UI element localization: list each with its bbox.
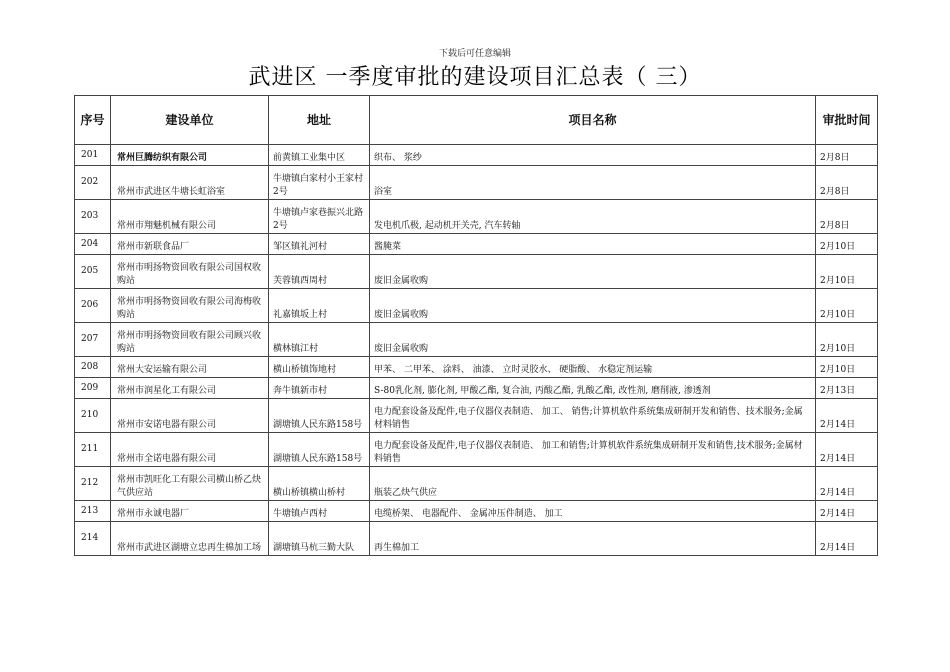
cell-unit: 常州市凯旺化工有限公司横山桥乙炔气供应站 [111,467,269,501]
cell-unit: 常州市永诚电器厂 [111,501,269,522]
header-unit: 建设单位 [111,96,269,145]
cell-seq: 206 [75,289,111,323]
cell-project: 织布、 浆纱 [370,145,816,166]
cell-address: 奔牛镇新市村 [269,378,370,399]
cell-address: 横山桥镇横山桥村 [269,467,370,501]
cell-project: 废旧金属收购 [370,289,816,323]
cell-unit: 常州大安运输有限公司 [111,357,269,378]
cell-seq: 203 [75,200,111,234]
cell-date: 2月14日 [816,467,878,501]
table-row [75,323,878,357]
table-row [75,145,878,166]
cell-date: 2月10日 [816,323,878,357]
table-row [75,234,878,255]
cell-unit: 常州巨腾纺织有限公司 [111,145,269,166]
cell-seq: 213 [75,501,111,522]
cell-unit: 常州市全诺电器有限公司 [111,433,269,467]
page-note: 下载后可任意编辑 [438,49,511,59]
cell-address: 横山桥镇饰地村 [269,357,370,378]
cell-address: 礼嘉镇坂上村 [269,289,370,323]
cell-address: 湖塘镇人民东路158号 [269,433,370,467]
cell-date: 2月10日 [816,255,878,289]
cell-seq: 201 [75,145,111,166]
cell-project: 发电机爪极, 起动机开关壳, 汽车转轴 [370,200,816,234]
cell-date: 2月14日 [816,433,878,467]
cell-unit: 常州市新联食品厂 [111,234,269,255]
cell-project: 浴室 [370,166,816,200]
cell-project: 再生棉加工 [370,522,816,556]
cell-date: 2月10日 [816,357,878,378]
cell-date: 2月8日 [816,200,878,234]
cell-seq: 214 [75,522,111,556]
cell-seq: 205 [75,255,111,289]
cell-date: 2月8日 [816,145,878,166]
table-row [75,200,878,234]
header-project: 项目名称 [370,96,816,145]
table-row [75,522,878,556]
cell-address: 芙蓉镇西周村 [269,255,370,289]
table-row [75,378,878,399]
cell-address: 横林镇江村 [269,323,370,357]
table-row [75,357,878,378]
document-title: 武进区 一季度审批的建设项目汇总表（ 三） [248,65,702,90]
cell-project: 电缆桥架、 电器配件、 金属冲压件制造、 加工 [370,501,816,522]
cell-unit: 常州市明扬物资回收有限公司国权收购站 [111,255,269,289]
cell-seq: 209 [75,378,111,399]
header-seq: 序号 [75,96,111,145]
cell-address: 牛塘镇卢西村 [269,501,370,522]
cell-project: 酱腌菜 [370,234,816,255]
cell-project: 瓶装乙炔气供应 [370,467,816,501]
cell-seq: 202 [75,166,111,200]
cell-address: 邹区镇礼河村 [269,234,370,255]
cell-date: 2月14日 [816,522,878,556]
cell-project: 电力配套设备及配件,电子仪器仪表制造、 加工、 销售;计算机软件系统集成研制开发和销售、技术服务;金属材料销售 [370,399,816,433]
cell-address: 湖塘镇马杭三勤大队 [269,522,370,556]
cell-unit: 常州市安诺电器有限公司 [111,399,269,433]
table-row [75,433,878,467]
cell-address: 前黄镇工业集中区 [269,145,370,166]
table-row [75,501,878,522]
cell-unit: 常州市翔魅机械有限公司 [111,200,269,234]
cell-seq: 204 [75,234,111,255]
header-date: 审批时间 [816,96,878,145]
cell-date: 2月14日 [816,501,878,522]
cell-date: 2月10日 [816,234,878,255]
cell-address: 牛塘镇卢家巷振兴北路2号 [269,200,370,234]
cell-project: 废旧金属收购 [370,323,816,357]
cell-date: 2月10日 [816,289,878,323]
cell-unit: 常州市明扬物资回收有限公司海梅收购站 [111,289,269,323]
cell-unit: 常州市润星化工有限公司 [111,378,269,399]
cell-seq: 208 [75,357,111,378]
table-row [75,399,878,433]
cell-seq: 210 [75,399,111,433]
table-row [75,255,878,289]
cell-date: 2月8日 [816,166,878,200]
cell-unit: 常州市明扬物资回收有限公司顾兴收购站 [111,323,269,357]
cell-seq: 207 [75,323,111,357]
table-header-row [75,96,878,145]
table-row [75,166,878,200]
table-row [75,289,878,323]
header-address: 地址 [269,96,370,145]
table-row [75,467,878,501]
cell-date: 2月13日 [816,378,878,399]
cell-seq: 211 [75,433,111,467]
cell-project: 电力配套设备及配件,电子仪器仪表制造、 加工和销售;计算机软件系统集成研制开发和销售,技术服务;金属材料销售 [370,433,816,467]
cell-project: S-80乳化剂, 膨化剂, 甲酸乙酯, 复合油, 丙酸乙酯, 乳酸乙酯, 改性剂, 磨削液, 渗透剂 [370,378,816,399]
cell-unit: 常州市武进区湖塘立忠再生棉加工场 [111,522,269,556]
cell-project: 废旧金属收购 [370,255,816,289]
cell-seq: 212 [75,467,111,501]
cell-unit: 常州市武进区牛塘长虹浴室 [111,166,269,200]
cell-project: 甲苯、 二甲苯、 涂料、 油漆、 立时灵胶水、 硬脂酸、 水稳定剂运输 [370,357,816,378]
cell-address: 湖塘镇人民东路158号 [269,399,370,433]
cell-date: 2月14日 [816,399,878,433]
projects-table [74,95,878,556]
cell-address: 牛塘镇白家村小王家村2号 [269,166,370,200]
